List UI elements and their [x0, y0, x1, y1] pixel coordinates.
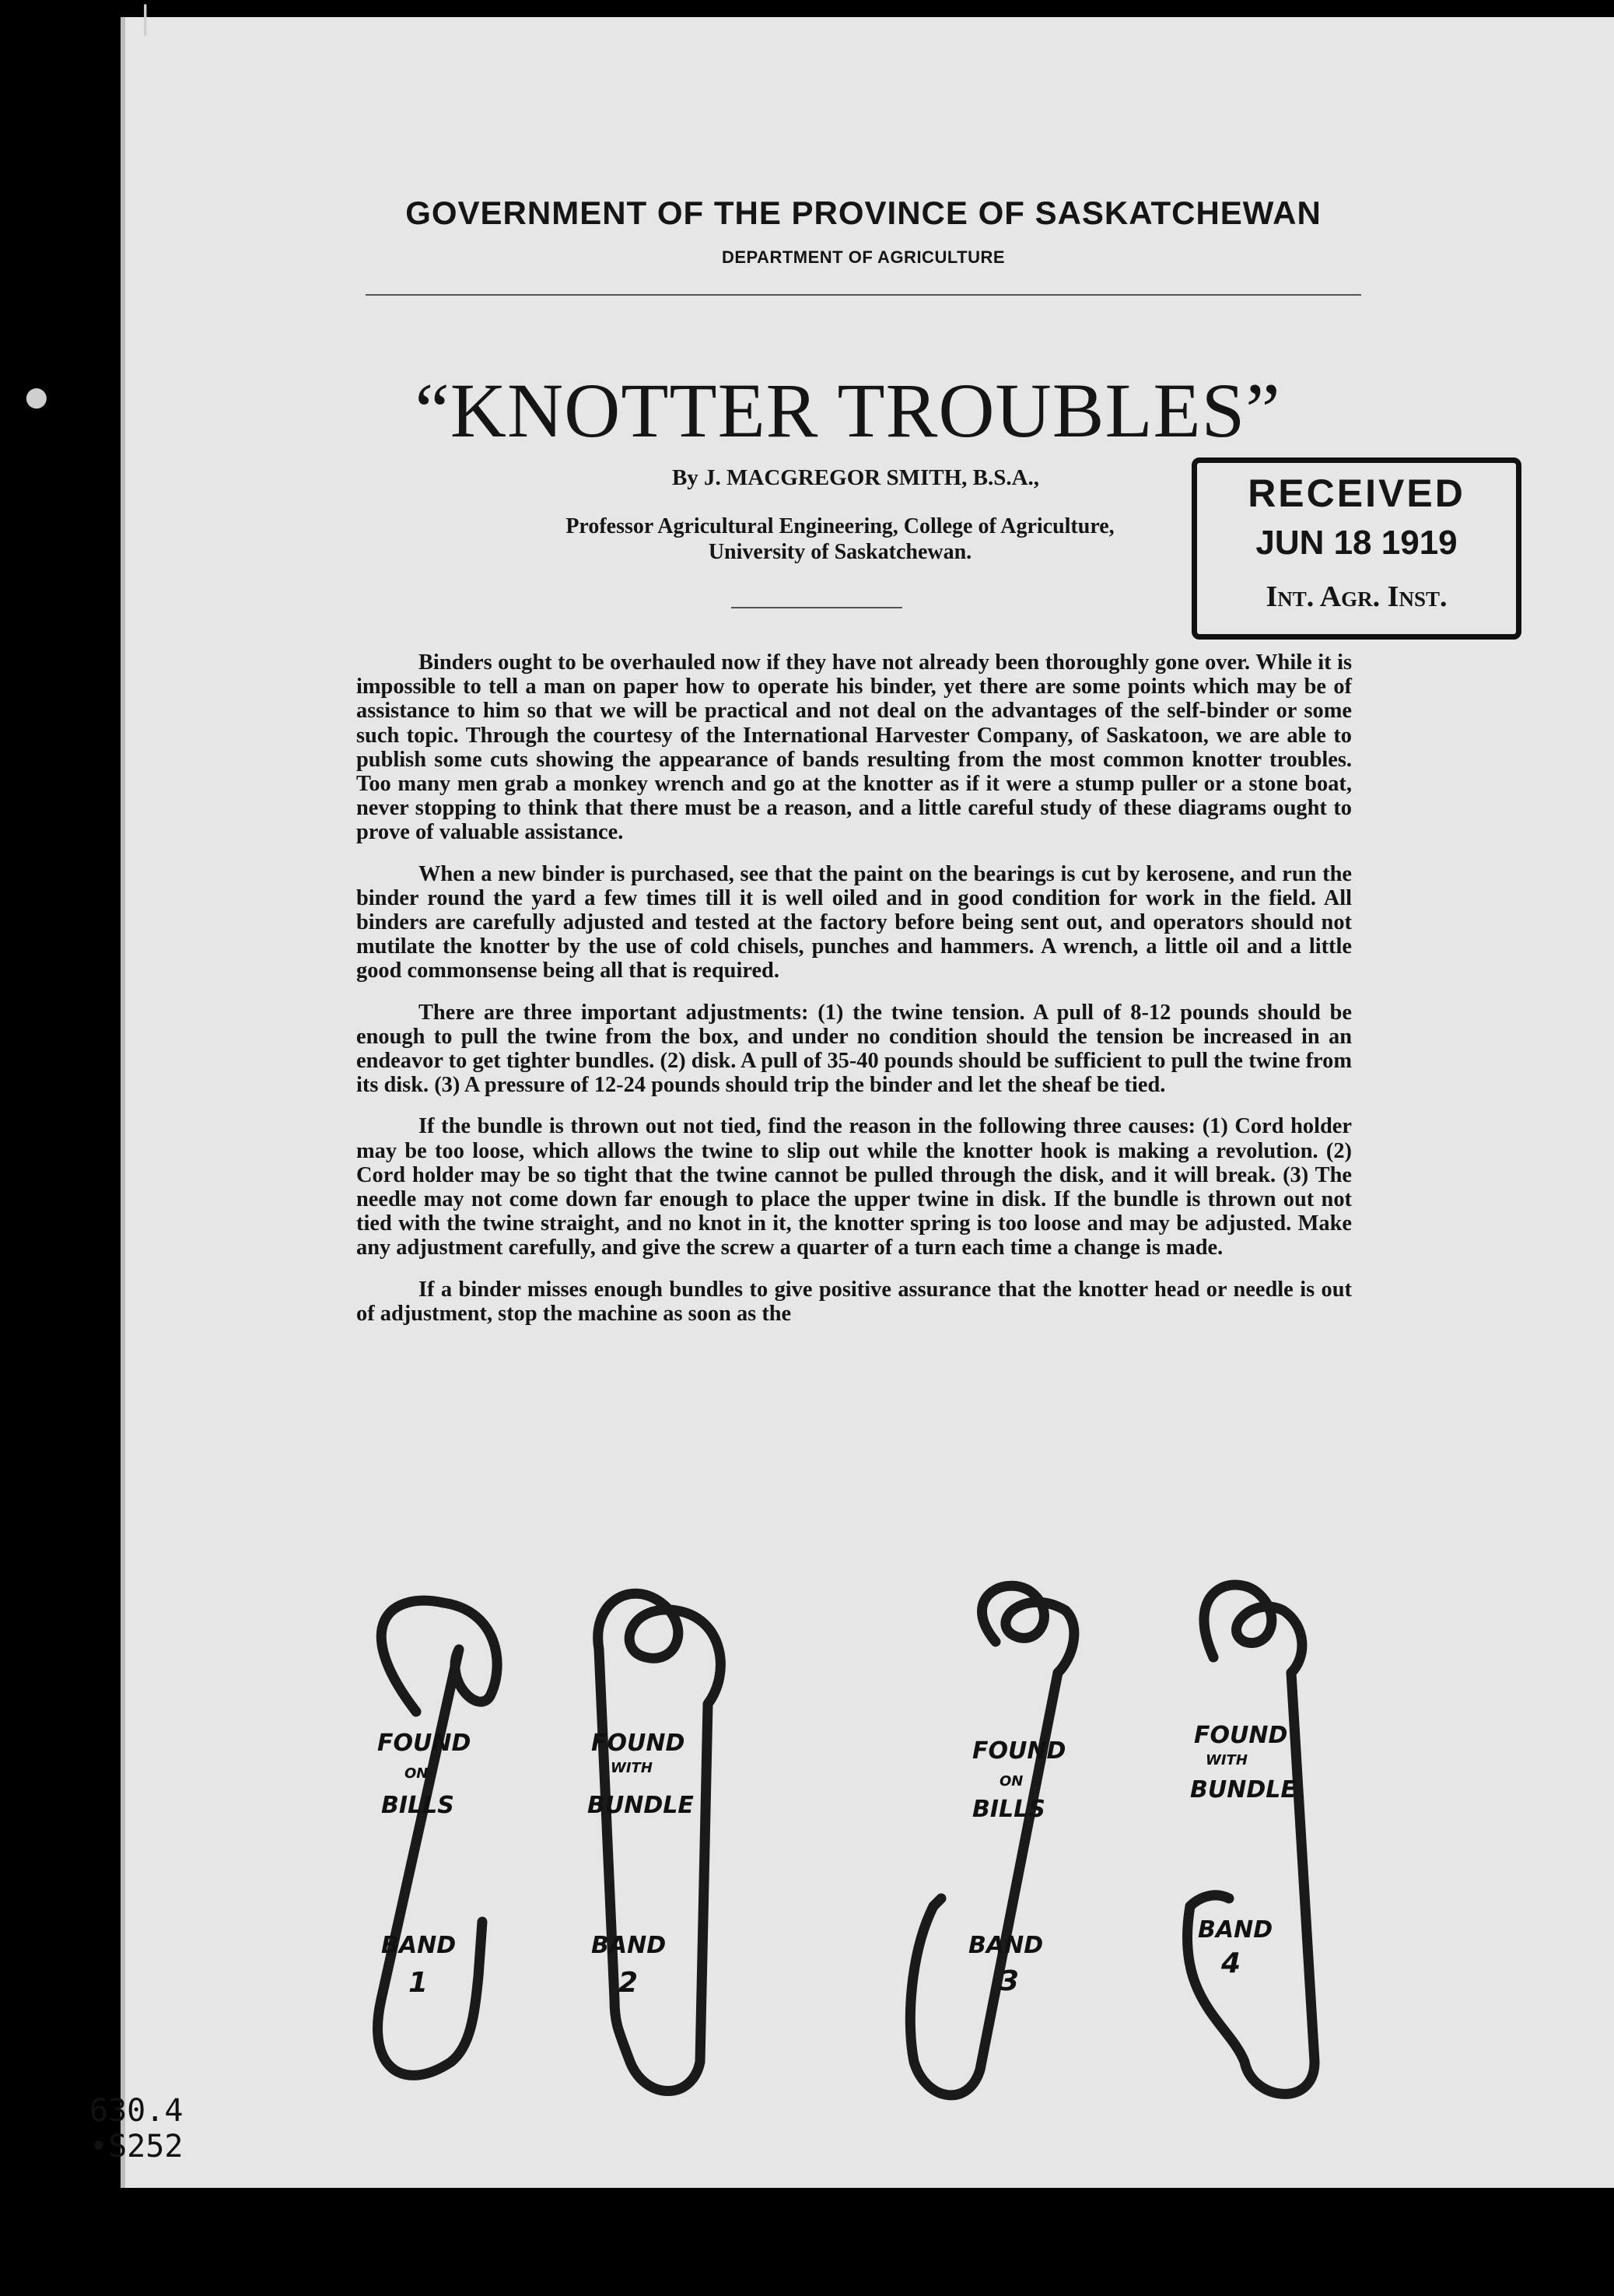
- band-3-drawing: [910, 1586, 1074, 2095]
- left-edge-mark: ●: [25, 381, 48, 412]
- stamp-date: JUN 18 1919: [1255, 524, 1458, 562]
- fig-4-where: BUNDLE: [1190, 1776, 1297, 1803]
- received-stamp: [1192, 457, 1521, 640]
- paragraph-4: If the bundle is thrown out not tied, find the reason in the following three causes: (1) Cord holder may be too loose, which allows the twine to slip out while the knotter hook is making a revolution. (2) Cord holder may be so tight that the twine cannot be pulled through the disk, and it will break. (3) The needle may not come down far enough to place the upper twine in disk. If the bundle is thrown out not tied with the twine straight, and no knot in it, the knotter spring is too loose and may be adjusted. Make any adjustment carefully, and give the screw a quarter of a turn each time a change is made.: [356, 1114, 1352, 1260]
- call-number-line-2: •S252: [89, 2129, 184, 2165]
- paragraph-3: There are three important adjustments: (1) the twine tension. A pull of 8-12 pounds should be enough to pull the twine from the box, and under no condition should the tension be increased in an endeavor to get tighter bundles. (2) disk. A pull of 35-40 pounds should be sufficient to pull the twine from its disk. (3) A pressure of 12-24 pounds should trip the binder and let the sheaf be tied.: [356, 1000, 1352, 1098]
- band-4-drawing: [1187, 1585, 1315, 2094]
- author-byline: By J. MACGREGOR SMITH, B.S.A.,: [671, 465, 1040, 490]
- top-edge-mark: |: [140, 0, 151, 36]
- fig-2-band: BAND: [591, 1932, 667, 1959]
- fig-4-found: FOUND: [1194, 1722, 1288, 1749]
- paragraph-2: When a new binder is purchased, see that the paint on the bearings is cut by kerosene, and run the binder round the yard a few times till it is well oiled and in good condition for work in the field. All binders are carefully adjusted and tested at the factory before being sent out, and operators should not mutilate the knotter by the use of cold chisels, punches and hammers. A wrench, a little oil and a little good commonsense being all that is required.: [356, 861, 1352, 983]
- fig-1-prep: ON: [404, 1765, 429, 1782]
- page-title: “KNOTTER TROUBLES”: [415, 367, 1281, 454]
- fig-2-where: BUNDLE: [587, 1792, 694, 1819]
- fig-3-where: BILLS: [972, 1796, 1045, 1823]
- fig-2-num: 2: [618, 1967, 639, 1999]
- fig-3-num: 3: [1000, 1965, 1020, 1997]
- paragraph-1: Binders ought to be overhauled now if they have not already been thoroughly gone over. While it is impossible to tell a man on paper how to operate his binder, yet there are some points which may be of assistance to him so that we will be practical and not deal on the advantages of the self-binder or some such topic. Through the courtesy of the International Harvester Company, of Saskatoon, we are able to publish some cuts showing the appearance of bands resulting from the most common knotter troubles. Too many men grab a monkey wrench and go at the knotter as if it were a stump puller or a stone boat, never stopping to think that there must be a reason, and a little careful study of these diagrams ought to prove of valuable assistance.: [356, 650, 1352, 845]
- government-heading: GOVERNMENT OF THE PROVINCE OF SASKATCHEWAN: [405, 195, 1322, 231]
- band-1-drawing: [378, 1600, 498, 2075]
- department-heading: DEPARTMENT OF AGRICULTURE: [721, 247, 1006, 267]
- fig-4-prep: WITH: [1206, 1752, 1248, 1768]
- paragraph-5: If a binder misses enough bundles to give positive assurance that the knotter head or needle is out of adjustment, stop the machine as soon as the: [356, 1277, 1352, 1326]
- knotter-band-illustrations: [334, 1564, 1385, 2124]
- fig-3-prep: ON: [1000, 1773, 1024, 1789]
- fig-1-band: BAND: [381, 1932, 457, 1959]
- fig-3-band: BAND: [968, 1932, 1044, 1959]
- fig-1-where: BILLS: [381, 1792, 454, 1819]
- fig-1-found: FOUND: [377, 1730, 471, 1757]
- library-call-number: [89, 2093, 183, 2165]
- affiliation-line-1: Professor Agricultural Engineering, College of Agriculture,: [565, 514, 1115, 538]
- band-2-drawing: [598, 1593, 721, 2091]
- fig-4-num: 4: [1221, 1947, 1241, 1979]
- stamp-institute: Int. Agr. Inst.: [1266, 580, 1448, 613]
- author-affiliation: [420, 514, 1260, 565]
- fig-4-band: BAND: [1198, 1916, 1273, 1944]
- stamp-received: RECEIVED: [1248, 471, 1465, 515]
- affiliation-line-2: University of Saskatchewan.: [708, 540, 972, 564]
- fig-1-num: 1: [408, 1967, 429, 1999]
- byline-rule: [731, 607, 902, 608]
- fig-2-found: FOUND: [591, 1730, 685, 1757]
- header-rule: [366, 294, 1361, 296]
- fig-2-prep: WITH: [611, 1760, 653, 1776]
- call-number-line-1: 630.4: [89, 2093, 184, 2129]
- fig-3-found: FOUND: [972, 1737, 1066, 1765]
- article-body: [356, 650, 1352, 1343]
